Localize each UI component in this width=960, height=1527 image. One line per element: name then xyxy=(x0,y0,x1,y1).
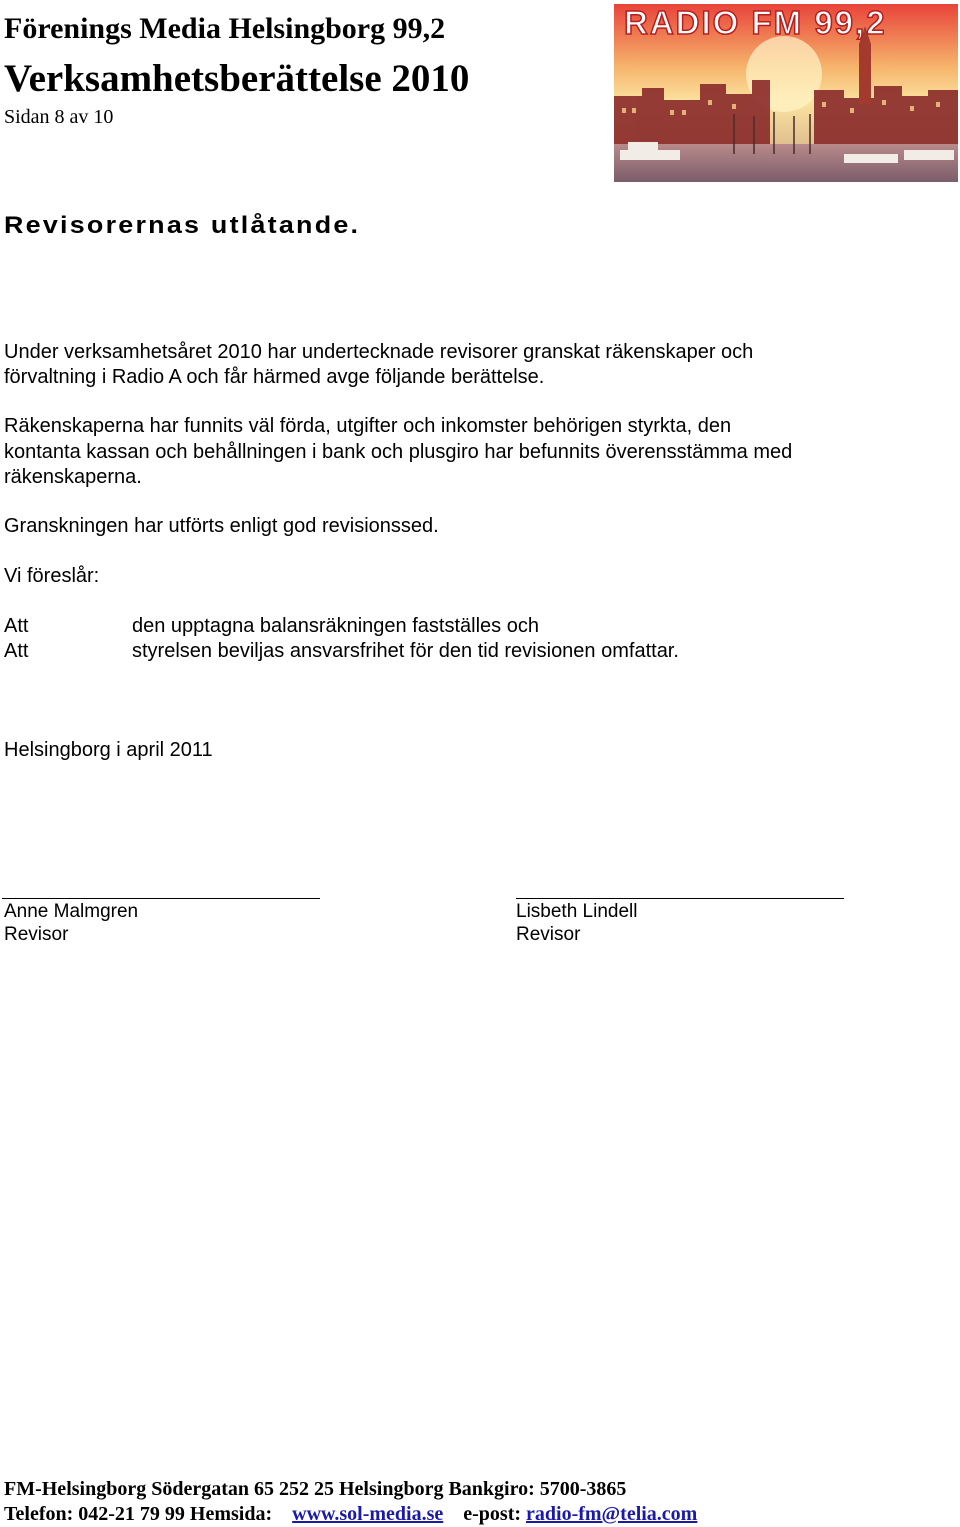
footer-contact xyxy=(4,1503,697,1526)
report-title: Verksamhetsberättelse 2010 xyxy=(4,57,470,100)
section-heading: Revisorernas utlåtande. xyxy=(4,212,361,239)
organization-title: Förenings Media Helsingborg 99,2 xyxy=(4,12,446,45)
proposal-label: Att xyxy=(4,615,29,637)
logo-text: RADIO FM 99,2 xyxy=(624,4,887,41)
footer-phone: Telefon: 042-21 79 99 Hemsida: xyxy=(4,1503,273,1525)
intro-line-1: Under verksamhetsåret 2010 har undertecknade revisorer granskat räkenskaper och xyxy=(4,341,754,363)
signatory-role: Revisor xyxy=(4,924,69,945)
proposal-intro: Vi föreslår: xyxy=(4,565,100,587)
signatory-role: Revisor xyxy=(516,924,581,945)
page-number: Sidan 8 av 10 xyxy=(4,106,114,128)
email-link[interactable]: radio-fm@telia.com xyxy=(526,1503,698,1525)
accounts-line-3: räkenskaperna. xyxy=(4,466,142,488)
place-and-date: Helsingborg i april 2011 xyxy=(4,739,213,761)
radio-fm-logo xyxy=(614,4,958,182)
signature-line xyxy=(2,898,320,899)
footer-email-label: e-post: xyxy=(463,1503,522,1525)
footer-address: FM-Helsingborg Södergatan 65 252 25 Helsingborg Bankgiro: 5700-3865 xyxy=(4,1478,627,1500)
proposal-text: styrelsen beviljas ansvarsfrihet för den tid revisionen omfattar. xyxy=(132,640,679,662)
proposal-text: den upptagna balansräkningen fastställes och xyxy=(132,615,539,637)
intro-line-2: förvaltning i Radio A och får härmed avge följande berättelse. xyxy=(4,366,545,388)
radio-fm-logo-graphic xyxy=(614,4,958,182)
accounts-line-1: Räkenskaperna har funnits väl förda, utgifter och inkomster behörigen styrkta, den xyxy=(4,415,732,437)
signatory-name: Anne Malmgren xyxy=(4,901,139,922)
signatory-name: Lisbeth Lindell xyxy=(516,901,638,922)
website-link[interactable]: www.sol-media.se xyxy=(292,1503,444,1525)
signature-line xyxy=(516,898,844,899)
accounts-line-2: kontanta kassan och behållningen i bank och plusgiro har befunnits överensstämma med xyxy=(4,441,793,463)
proposal-label: Att xyxy=(4,640,29,662)
review-statement: Granskningen har utförts enligt god revisionssed. xyxy=(4,515,439,537)
